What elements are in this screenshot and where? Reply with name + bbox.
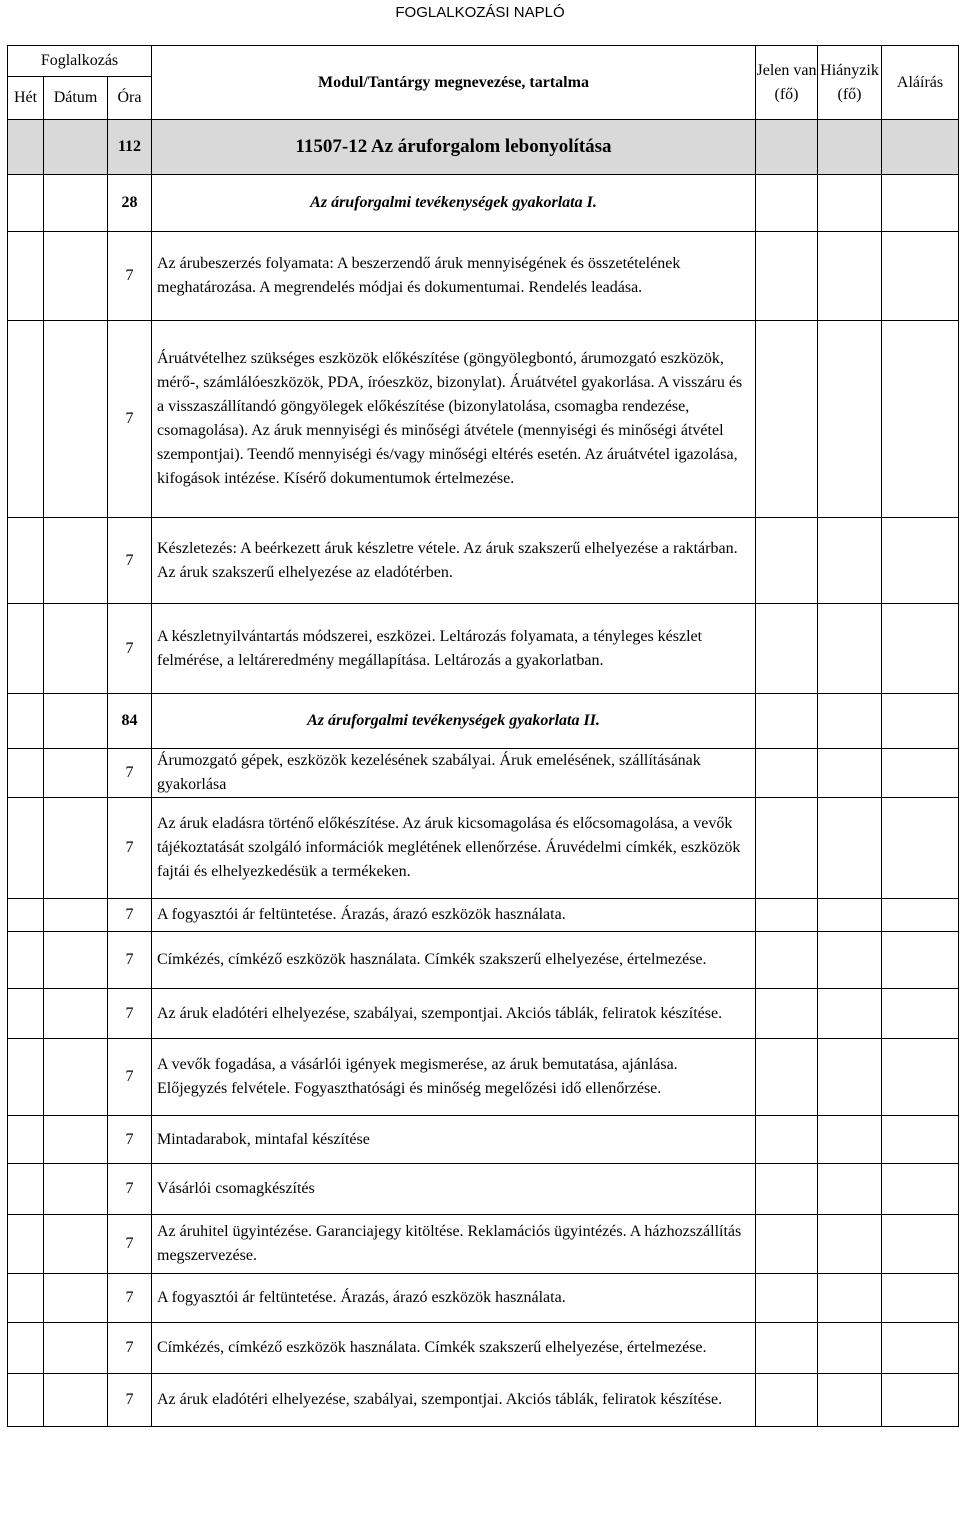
week-cell xyxy=(8,518,44,604)
signature-cell xyxy=(882,518,959,604)
week-cell xyxy=(8,1164,44,1215)
subject2-topic-row xyxy=(8,749,959,798)
topic-text: Az áruhitel ügyintézése. Garanciajegy kitöltése. Reklamációs ügyintézés. A házhozszállítás megszervezése. xyxy=(152,1215,756,1274)
subject2-topic-row xyxy=(8,1215,959,1274)
topic-hours: 7 xyxy=(108,1116,152,1164)
signature-cell xyxy=(882,321,959,518)
present-cell xyxy=(756,1374,818,1427)
topic-text: Árumozgató gépek, eszközök kezelésének szabályai. Áruk emelésének, szállításának gyakorlása xyxy=(152,749,756,798)
module-title: 11507-12 Az áruforgalom lebonyolítása xyxy=(152,120,756,175)
subject2-topic-row xyxy=(8,932,959,989)
topic-hours: 7 xyxy=(108,321,152,518)
signature-cell xyxy=(882,1323,959,1374)
week-cell xyxy=(8,604,44,694)
signature-cell xyxy=(882,604,959,694)
week-cell xyxy=(8,232,44,321)
present-cell xyxy=(756,1116,818,1164)
absent-cell xyxy=(818,1215,882,1274)
date-cell xyxy=(44,1164,108,1215)
week-cell xyxy=(8,321,44,518)
date-cell xyxy=(44,1215,108,1274)
header-modul: Modul/Tantárgy megnevezése, tartalma xyxy=(152,46,756,120)
topic-text: Készletezés: A beérkezett áruk készletre vétele. Az áruk szakszerű elhelyezése a raktárban. Az áruk szakszerű elhelyezése az eladótérben. xyxy=(152,518,756,604)
absent-cell xyxy=(818,1274,882,1323)
log-table xyxy=(7,45,959,1427)
topic-hours: 7 xyxy=(108,1215,152,1274)
absent-cell xyxy=(818,321,882,518)
present-cell xyxy=(756,1274,818,1323)
header-jelen: Jelen van (fő) xyxy=(756,46,818,120)
topic-hours: 7 xyxy=(108,899,152,932)
week-cell xyxy=(8,899,44,932)
topic-hours: 7 xyxy=(108,1374,152,1427)
signature-cell xyxy=(882,1039,959,1116)
absent-cell xyxy=(818,932,882,989)
subject2-topic-row xyxy=(8,1116,959,1164)
topic-hours: 7 xyxy=(108,932,152,989)
subject2-topic-row xyxy=(8,1274,959,1323)
signature-cell xyxy=(882,749,959,798)
week-cell xyxy=(8,749,44,798)
present-cell xyxy=(756,1215,818,1274)
module-row xyxy=(8,120,959,175)
date-cell xyxy=(44,1374,108,1427)
absent-cell xyxy=(818,1039,882,1116)
absent-cell xyxy=(818,604,882,694)
subject1-title: Az áruforgalmi tevékenységek gyakorlata I. xyxy=(152,175,756,232)
absent-cell xyxy=(818,989,882,1039)
topic-text: Mintadarabok, mintafal készítése xyxy=(152,1116,756,1164)
header-hianyzik: Hiányzik (fő) xyxy=(818,46,882,120)
header-alairas: Aláírás xyxy=(882,46,959,120)
date-cell xyxy=(44,232,108,321)
topic-hours: 7 xyxy=(108,1164,152,1215)
absent-cell xyxy=(818,798,882,899)
signature-cell xyxy=(882,1215,959,1274)
topic-text: Címkézés, címkéző eszközök használata. Címkék szakszerű elhelyezése, értelmezése. xyxy=(152,1323,756,1374)
subject2-hours: 84 xyxy=(108,694,152,749)
subject1-topic-row xyxy=(8,604,959,694)
topic-hours: 7 xyxy=(108,1323,152,1374)
week-cell xyxy=(8,1323,44,1374)
subject2-topic-row xyxy=(8,989,959,1039)
week-cell xyxy=(8,932,44,989)
subject2-topic-row xyxy=(8,1374,959,1427)
topic-text: A fogyasztói ár feltüntetése. Árazás, árazó eszközök használata. xyxy=(152,1274,756,1323)
absent-cell xyxy=(818,518,882,604)
topic-hours: 7 xyxy=(108,232,152,321)
subject1-hours: 28 xyxy=(108,175,152,232)
signature-cell xyxy=(882,899,959,932)
topic-hours: 7 xyxy=(108,518,152,604)
signature-cell xyxy=(882,932,959,989)
present-cell xyxy=(756,749,818,798)
topic-text: Áruátvételhez szükséges eszközök előkészítése (göngyölegbontó, árumozgató eszközök, mérő-, számlálóeszközök, PDA, íróeszköz, bizonylat). Áruátvétel gyakorlása. A visszáru és a visszaszállítandó göngyölegek előkészítése (bizonylatolása, csomagba rendezése, csomagolása). Az áruk mennyiségi és minőségi átvétele (mennyiségi és minőségi átvétel szempontjai). Teendő mennyiségi és/vagy minőségi eltérés esetén. Az áruátvétel igazolása, kifogások intézése. Kísérő dokumentumok értelmezése. xyxy=(152,321,756,518)
present-cell xyxy=(756,932,818,989)
subject2-topic-row xyxy=(8,1323,959,1374)
subject1-row xyxy=(8,175,959,232)
date-cell xyxy=(44,989,108,1039)
subject2-topic-row xyxy=(8,1164,959,1215)
topic-text: Az áruk eladótéri elhelyezése, szabályai, szempontjai. Akciós táblák, feliratok készítése. xyxy=(152,989,756,1039)
header-het: Hét xyxy=(8,77,44,120)
topic-hours: 7 xyxy=(108,1039,152,1116)
absent-cell xyxy=(818,232,882,321)
week-cell xyxy=(8,1215,44,1274)
week-cell xyxy=(8,798,44,899)
week-cell xyxy=(8,1274,44,1323)
topic-hours: 7 xyxy=(108,1274,152,1323)
subject1-topic-row xyxy=(8,232,959,321)
topic-hours: 7 xyxy=(108,989,152,1039)
signature-cell xyxy=(882,1274,959,1323)
topic-text: Az áruk eladásra történő előkészítése. Az áruk kicsomagolása és előcsomagolása, a vevők tájékoztatását szolgáló információk meglétének ellenőrzése. Áruvédelmi címkék, eszközök fajtái és elhelyezkedésük a termékeken. xyxy=(152,798,756,899)
topic-hours: 7 xyxy=(108,604,152,694)
signature-cell xyxy=(882,989,959,1039)
absent-cell xyxy=(818,899,882,932)
present-cell xyxy=(756,899,818,932)
subject2-topic-row xyxy=(8,1039,959,1116)
present-cell xyxy=(756,232,818,321)
absent-cell xyxy=(818,1323,882,1374)
topic-hours: 7 xyxy=(108,749,152,798)
signature-cell xyxy=(882,1116,959,1164)
header-ora: Óra xyxy=(108,77,152,120)
absent-cell xyxy=(818,1116,882,1164)
present-cell xyxy=(756,1039,818,1116)
absent-cell xyxy=(818,1164,882,1215)
week-cell xyxy=(8,1374,44,1427)
signature-cell xyxy=(882,1164,959,1215)
present-cell xyxy=(756,1323,818,1374)
date-cell xyxy=(44,1039,108,1116)
topic-text: A vevők fogadása, a vásárlói igények megismerése, az áruk bemutatása, ajánlása. Előjegyzés felvétele. Fogyaszthatósági és minőség megelőzési idő ellenőrzése. xyxy=(152,1039,756,1116)
topic-hours: 7 xyxy=(108,798,152,899)
date-cell xyxy=(44,1323,108,1374)
signature-cell xyxy=(882,1374,959,1427)
topic-text: Az árubeszerzés folyamata: A beszerzendő áruk mennyiségének és összetételének meghatározása. A megrendelés módjai és dokumentumai. Rendelés leadása. xyxy=(152,232,756,321)
subject1-topic-row xyxy=(8,321,959,518)
topic-text: Vásárlói csomagkészítés xyxy=(152,1164,756,1215)
topic-text: A készletnyilvántartás módszerei, eszközei. Leltározás folyamata, a tényleges készlet felmérése, a leltáreredmény megállapítása. Leltározás a gyakorlatban. xyxy=(152,604,756,694)
topic-text: A fogyasztói ár feltüntetése. Árazás, árazó eszközök használata. xyxy=(152,899,756,932)
week-cell xyxy=(8,1039,44,1116)
subject2-title: Az áruforgalmi tevékenységek gyakorlata II. xyxy=(152,694,756,749)
date-cell xyxy=(44,899,108,932)
date-cell xyxy=(44,518,108,604)
date-cell xyxy=(44,1116,108,1164)
subject2-row xyxy=(8,694,959,749)
signature-cell xyxy=(882,232,959,321)
absent-cell xyxy=(818,1374,882,1427)
present-cell xyxy=(756,798,818,899)
date-cell xyxy=(44,932,108,989)
week-cell xyxy=(8,1116,44,1164)
date-cell xyxy=(44,604,108,694)
absent-cell xyxy=(818,749,882,798)
header-foglalkozas: Foglalkozás xyxy=(8,46,152,77)
subject1-topic-row xyxy=(8,518,959,604)
present-cell xyxy=(756,518,818,604)
present-cell xyxy=(756,321,818,518)
date-cell xyxy=(44,798,108,899)
page-header: FOGLALKOZÁSI NAPLÓ xyxy=(395,4,565,21)
week-cell xyxy=(8,989,44,1039)
present-cell xyxy=(756,604,818,694)
date-cell xyxy=(44,321,108,518)
subject2-topic-row xyxy=(8,899,959,932)
present-cell xyxy=(756,989,818,1039)
subject2-topic-row xyxy=(8,798,959,899)
topic-text: Az áruk eladótéri elhelyezése, szabályai, szempontjai. Akciós táblák, feliratok készítése. xyxy=(152,1374,756,1427)
topic-text: Címkézés, címkéző eszközök használata. Címkék szakszerű elhelyezése, értelmezése. xyxy=(152,932,756,989)
date-cell xyxy=(44,1274,108,1323)
date-cell xyxy=(44,749,108,798)
present-cell xyxy=(756,1164,818,1215)
signature-cell xyxy=(882,798,959,899)
module-hours: 112 xyxy=(108,120,152,175)
header-datum: Dátum xyxy=(44,77,108,120)
